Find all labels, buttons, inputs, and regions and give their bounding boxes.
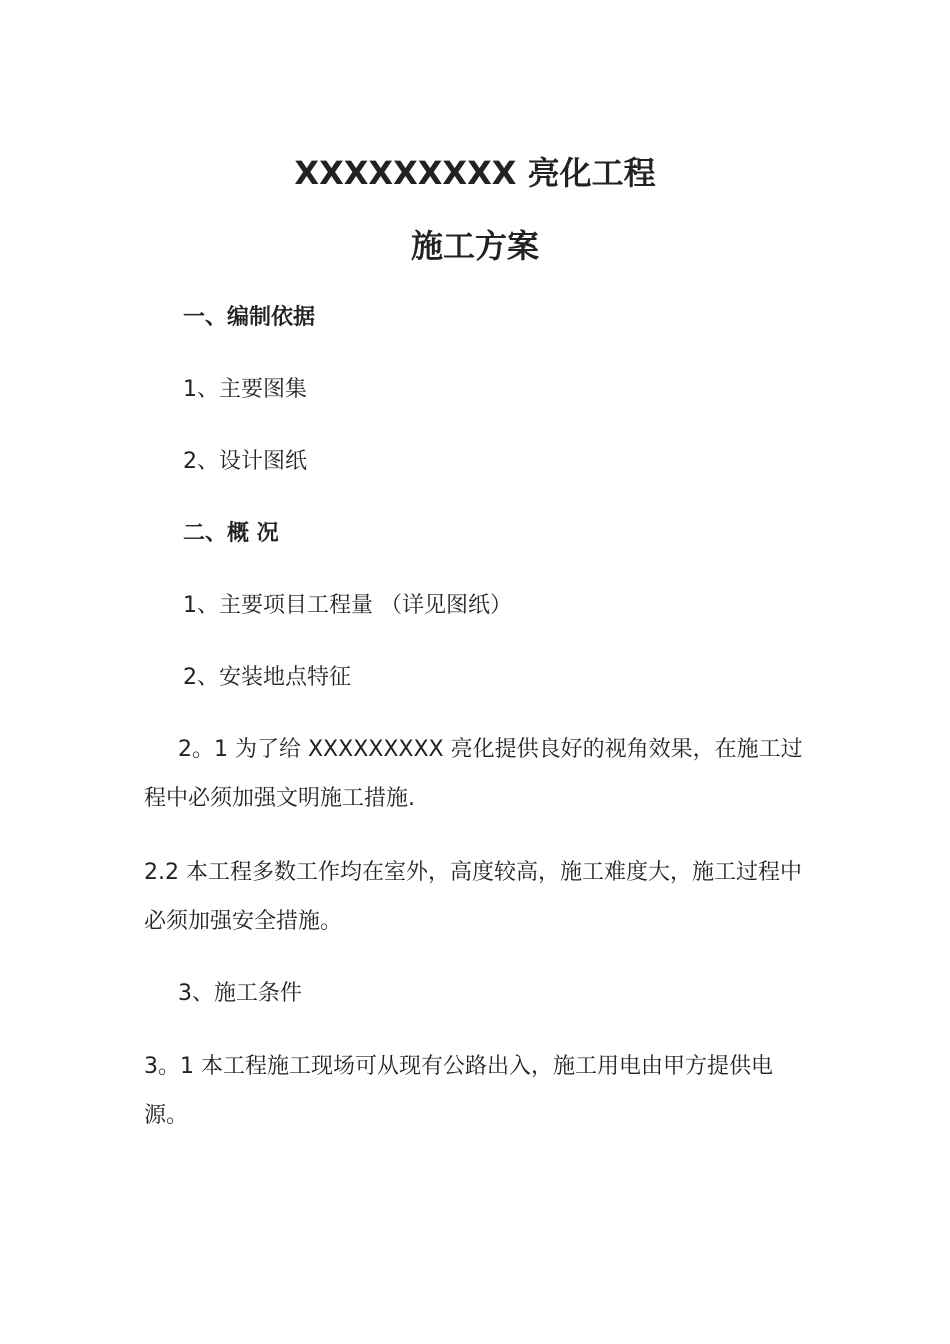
section-heading-basis: 一、编制依据 [183, 305, 316, 330]
section-heading-overview: 二、概 况 [183, 521, 279, 546]
paragraph-2-2: 2.2 本工程多数工作均在室外，高度较高，施工难度大，施工过程中必须加强安全措施。 [144, 860, 802, 934]
paragraph-2-1: 2。1 为了给 XXXXXXXXX 亮化提供良好的视角效果，在施工过程中必须加强文明施工措施. [144, 737, 803, 811]
list-item-quantities: 1、主要项目工程量 （详见图纸） [183, 593, 512, 618]
list-item-drawings: 2、设计图纸 [183, 449, 307, 474]
list-item-site-features: 2、安装地点特征 [183, 665, 351, 690]
document-subtitle: 施工方案 [410, 227, 539, 265]
paragraph-3-1: 3。1 本工程施工现场可从现有公路出入，施工用电由甲方提供电源。 [144, 1054, 773, 1128]
list-item-atlas: 1、主要图集 [183, 377, 307, 402]
document-title: XXXXXXXXX 亮化工程 [294, 154, 656, 192]
list-item-conditions: 3、施工条件 [178, 981, 302, 1006]
